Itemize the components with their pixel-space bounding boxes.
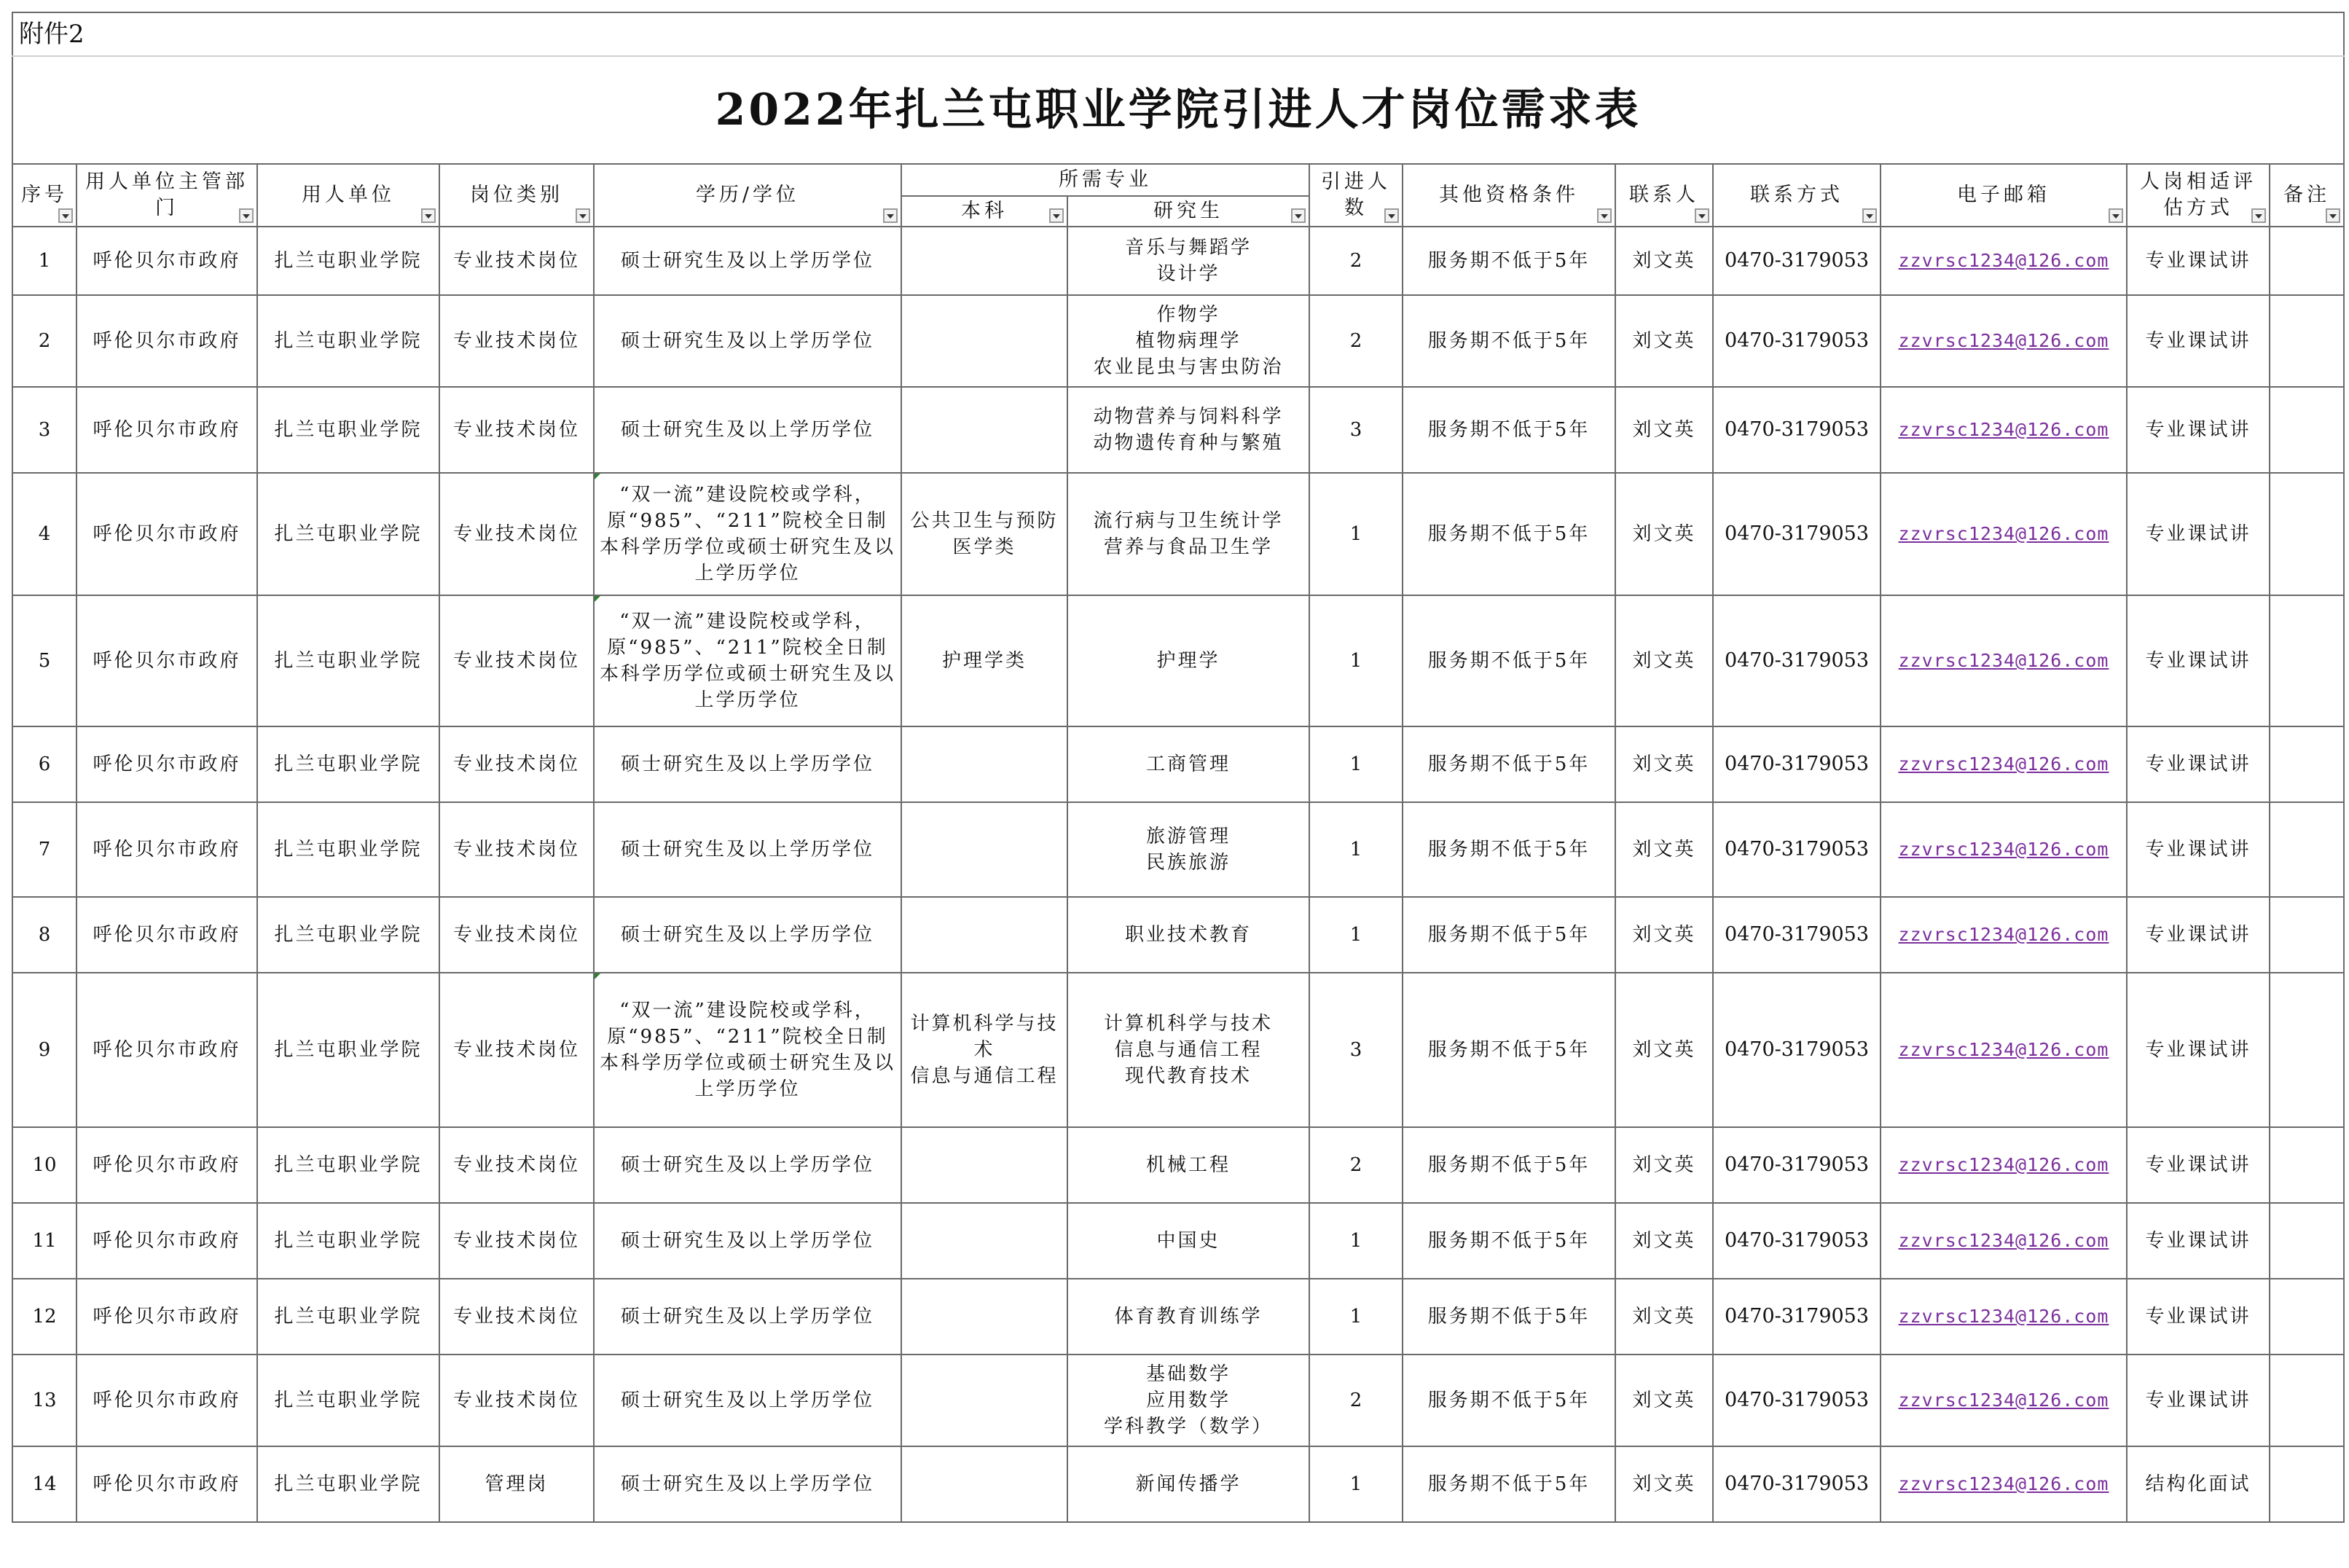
filter-dropdown-icon[interactable] <box>2251 208 2266 223</box>
header-education: 学历/学位 <box>594 164 901 227</box>
unit-cell[interactable]: 扎兰屯职业学院 <box>257 726 439 802</box>
other-cell[interactable]: 服务期不低于5年 <box>1403 1127 1615 1203</box>
education-cell[interactable]: 硕士研究生及以上学历学位 <box>594 1446 901 1522</box>
dept-cell[interactable]: 呼伦贝尔市政府 <box>77 227 257 295</box>
filter-dropdown-icon[interactable] <box>1862 208 1877 223</box>
phone-cell[interactable]: 0470-3179053 <box>1713 1127 1881 1203</box>
contact-cell[interactable]: 刘文英 <box>1615 1355 1713 1446</box>
contact-cell[interactable]: 刘文英 <box>1615 595 1713 726</box>
email-link[interactable]: zzvrsc1234@126.com <box>1898 1389 2109 1411</box>
graduate-cell[interactable]: 基础数学 应用数学 学科教学（数学） <box>1067 1355 1309 1446</box>
seq-cell[interactable]: 11 <box>12 1203 77 1279</box>
undergrad-cell[interactable] <box>901 295 1067 387</box>
page-title: 2022年扎兰屯职业学院引进人才岗位需求表 <box>12 56 2344 164</box>
count-cell[interactable]: 1 <box>1309 802 1403 897</box>
remark-cell[interactable] <box>2270 595 2344 726</box>
remark-cell[interactable] <box>2270 973 2344 1127</box>
seq-cell[interactable]: 4 <box>12 473 77 595</box>
education-cell[interactable]: 硕士研究生及以上学历学位 <box>594 295 901 387</box>
email-link[interactable]: zzvrsc1234@126.com <box>1898 330 2109 351</box>
count-cell[interactable]: 2 <box>1309 1355 1403 1446</box>
undergrad-cell[interactable] <box>901 387 1067 473</box>
remark-cell[interactable] <box>2270 295 2344 387</box>
undergrad-cell[interactable] <box>901 1127 1067 1203</box>
contact-cell[interactable]: 刘文英 <box>1615 973 1713 1127</box>
dept-cell[interactable]: 呼伦贝尔市政府 <box>77 802 257 897</box>
email-cell[interactable] <box>1881 897 2127 973</box>
assess-cell[interactable]: 专业课试讲 <box>2127 1203 2270 1279</box>
filter-dropdown-icon[interactable] <box>2326 208 2340 223</box>
header-post-type: 岗位类别 <box>439 164 594 227</box>
filter-dropdown-icon[interactable] <box>2109 208 2123 223</box>
filter-dropdown-icon[interactable] <box>421 208 436 223</box>
email-cell[interactable] <box>1881 1127 2127 1203</box>
header-contact: 联系人 <box>1615 164 1713 227</box>
email-cell[interactable] <box>1881 1446 2127 1522</box>
undergrad-cell[interactable]: 护理学类 <box>901 595 1067 726</box>
education-cell[interactable]: 硕士研究生及以上学历学位 <box>594 387 901 473</box>
phone-cell[interactable]: 0470-3179053 <box>1713 1203 1881 1279</box>
graduate-cell[interactable]: 动物营养与饲料科学 动物遗传育种与繁殖 <box>1067 387 1309 473</box>
undergrad-cell[interactable] <box>901 1355 1067 1446</box>
filter-dropdown-icon[interactable] <box>883 208 898 223</box>
contact-cell[interactable]: 刘文英 <box>1615 227 1713 295</box>
graduate-cell[interactable]: 工商管理 <box>1067 726 1309 802</box>
header-count: 引进人数 <box>1309 164 1403 227</box>
phone-cell[interactable]: 0470-3179053 <box>1713 227 1881 295</box>
dept-cell[interactable]: 呼伦贝尔市政府 <box>77 1203 257 1279</box>
unit-cell[interactable]: 扎兰屯职业学院 <box>257 897 439 973</box>
graduate-cell[interactable]: 新闻传播学 <box>1067 1446 1309 1522</box>
contact-cell[interactable]: 刘文英 <box>1615 897 1713 973</box>
filter-dropdown-icon[interactable] <box>1049 208 1064 223</box>
filter-dropdown-icon[interactable] <box>239 208 254 223</box>
email-cell[interactable] <box>1881 295 2127 387</box>
count-cell[interactable]: 1 <box>1309 595 1403 726</box>
undergrad-cell[interactable] <box>901 227 1067 295</box>
table-row <box>12 387 2344 473</box>
header-email: 电子邮箱 <box>1881 164 2127 227</box>
seq-cell[interactable]: 9 <box>12 973 77 1127</box>
other-cell[interactable]: 服务期不低于5年 <box>1403 295 1615 387</box>
graduate-cell[interactable]: 职业技术教育 <box>1067 897 1309 973</box>
phone-cell[interactable]: 0470-3179053 <box>1713 802 1881 897</box>
seq-cell[interactable]: 13 <box>12 1355 77 1446</box>
education-cell[interactable]: “双一流”建设院校或学科，原“985”、“211”院校全日制本科学历学位或硕士研究生及以上学历学位 <box>594 473 901 595</box>
table-row <box>12 595 2344 726</box>
email-link[interactable]: zzvrsc1234@126.com <box>1898 924 2109 945</box>
email-link[interactable]: zzvrsc1234@126.com <box>1898 650 2109 671</box>
phone-cell[interactable]: 0470-3179053 <box>1713 295 1881 387</box>
header-other: 其他资格条件 <box>1403 164 1615 227</box>
remark-cell[interactable] <box>2270 1203 2344 1279</box>
undergrad-cell[interactable] <box>901 726 1067 802</box>
count-cell[interactable]: 1 <box>1309 897 1403 973</box>
undergrad-cell[interactable] <box>901 897 1067 973</box>
other-cell[interactable]: 服务期不低于5年 <box>1403 1355 1615 1446</box>
undergrad-cell[interactable] <box>901 1446 1067 1522</box>
email-cell[interactable] <box>1881 1355 2127 1446</box>
contact-cell[interactable]: 刘文英 <box>1615 1279 1713 1355</box>
filter-dropdown-icon[interactable] <box>1384 208 1399 223</box>
post-type-cell[interactable]: 专业技术岗位 <box>439 1203 594 1279</box>
other-cell[interactable]: 服务期不低于5年 <box>1403 1279 1615 1355</box>
graduate-cell[interactable]: 流行病与卫生统计学 营养与食品卫生学 <box>1067 473 1309 595</box>
other-cell[interactable]: 服务期不低于5年 <box>1403 227 1615 295</box>
dept-cell[interactable]: 呼伦贝尔市政府 <box>77 1127 257 1203</box>
assess-cell[interactable]: 专业课试讲 <box>2127 973 2270 1127</box>
dept-cell[interactable]: 呼伦贝尔市政府 <box>77 1446 257 1522</box>
unit-cell[interactable]: 扎兰屯职业学院 <box>257 1355 439 1446</box>
table-row <box>12 473 2344 595</box>
post-type-cell[interactable]: 管理岗 <box>439 1446 594 1522</box>
header-assess: 人岗相适评估方式 <box>2127 164 2270 227</box>
contact-cell[interactable]: 刘文英 <box>1615 1446 1713 1522</box>
email-link[interactable]: zzvrsc1234@126.com <box>1898 1230 2109 1251</box>
table-row <box>12 802 2344 897</box>
phone-cell[interactable]: 0470-3179053 <box>1713 387 1881 473</box>
email-link[interactable]: zzvrsc1234@126.com <box>1898 523 2109 544</box>
assess-cell[interactable]: 结构化面试 <box>2127 1446 2270 1522</box>
email-cell[interactable] <box>1881 802 2127 897</box>
email-cell[interactable] <box>1881 473 2127 595</box>
unit-cell[interactable]: 扎兰屯职业学院 <box>257 1203 439 1279</box>
post-type-cell[interactable]: 专业技术岗位 <box>439 897 594 973</box>
other-cell[interactable]: 服务期不低于5年 <box>1403 387 1615 473</box>
header-dept: 用人单位主管部门 <box>77 164 257 227</box>
unit-cell[interactable]: 扎兰屯职业学院 <box>257 802 439 897</box>
seq-cell[interactable]: 1 <box>12 227 77 295</box>
education-cell[interactable]: 硕士研究生及以上学历学位 <box>594 1127 901 1203</box>
contact-cell[interactable]: 刘文英 <box>1615 387 1713 473</box>
phone-cell[interactable]: 0470-3179053 <box>1713 1355 1881 1446</box>
table-row <box>12 1279 2344 1355</box>
unit-cell[interactable]: 扎兰屯职业学院 <box>257 227 439 295</box>
assess-cell[interactable]: 专业课试讲 <box>2127 1127 2270 1203</box>
count-cell[interactable]: 1 <box>1309 1203 1403 1279</box>
post-type-cell[interactable]: 专业技术岗位 <box>439 1355 594 1446</box>
seq-cell[interactable]: 14 <box>12 1446 77 1522</box>
email-cell[interactable] <box>1881 387 2127 473</box>
undergrad-cell[interactable] <box>901 1279 1067 1355</box>
email-cell[interactable] <box>1881 726 2127 802</box>
seq-cell[interactable]: 3 <box>12 387 77 473</box>
assess-cell[interactable]: 专业课试讲 <box>2127 473 2270 595</box>
education-cell[interactable]: 硕士研究生及以上学历学位 <box>594 227 901 295</box>
assess-cell[interactable]: 专业课试讲 <box>2127 726 2270 802</box>
post-type-cell[interactable]: 专业技术岗位 <box>439 1279 594 1355</box>
phone-cell[interactable]: 0470-3179053 <box>1713 973 1881 1127</box>
graduate-cell[interactable]: 旅游管理 民族旅游 <box>1067 802 1309 897</box>
remark-cell[interactable] <box>2270 473 2344 595</box>
unit-cell[interactable]: 扎兰屯职业学院 <box>257 1279 439 1355</box>
seq-cell[interactable]: 7 <box>12 802 77 897</box>
assess-cell[interactable]: 专业课试讲 <box>2127 897 2270 973</box>
undergrad-cell[interactable]: 计算机科学与技术 信息与通信工程 <box>901 973 1067 1127</box>
phone-cell[interactable]: 0470-3179053 <box>1713 473 1881 595</box>
dept-cell[interactable]: 呼伦贝尔市政府 <box>77 897 257 973</box>
other-cell[interactable]: 服务期不低于5年 <box>1403 726 1615 802</box>
dept-cell[interactable]: 呼伦贝尔市政府 <box>77 1355 257 1446</box>
dept-cell[interactable]: 呼伦贝尔市政府 <box>77 726 257 802</box>
email-link[interactable]: zzvrsc1234@126.com <box>1898 753 2109 775</box>
contact-cell[interactable]: 刘文英 <box>1615 726 1713 802</box>
seq-cell[interactable]: 6 <box>12 726 77 802</box>
table-row <box>12 973 2344 1127</box>
email-link[interactable]: zzvrsc1234@126.com <box>1898 1039 2109 1060</box>
header-phone: 联系方式 <box>1713 164 1881 227</box>
email-link[interactable]: zzvrsc1234@126.com <box>1898 1306 2109 1327</box>
seq-cell[interactable]: 5 <box>12 595 77 726</box>
unit-cell[interactable]: 扎兰屯职业学院 <box>257 473 439 595</box>
unit-cell[interactable]: 扎兰屯职业学院 <box>257 1446 439 1522</box>
phone-cell[interactable]: 0470-3179053 <box>1713 1279 1881 1355</box>
table-row <box>12 1127 2344 1203</box>
post-type-cell[interactable]: 专业技术岗位 <box>439 227 594 295</box>
education-cell[interactable]: “双一流”建设院校或学科，原“985”、“211”院校全日制本科学历学位或硕士研究生及以上学历学位 <box>594 595 901 726</box>
unit-cell[interactable]: 扎兰屯职业学院 <box>257 295 439 387</box>
assess-cell[interactable]: 专业课试讲 <box>2127 595 2270 726</box>
other-cell[interactable]: 服务期不低于5年 <box>1403 802 1615 897</box>
header-graduate: 研究生 <box>1067 196 1309 227</box>
unit-cell[interactable]: 扎兰屯职业学院 <box>257 595 439 726</box>
unit-cell[interactable]: 扎兰屯职业学院 <box>257 973 439 1127</box>
count-cell[interactable]: 3 <box>1309 973 1403 1127</box>
education-cell[interactable]: 硕士研究生及以上学历学位 <box>594 897 901 973</box>
unit-cell[interactable]: 扎兰屯职业学院 <box>257 1127 439 1203</box>
dept-cell[interactable]: 呼伦贝尔市政府 <box>77 1279 257 1355</box>
phone-cell[interactable]: 0470-3179053 <box>1713 1446 1881 1522</box>
other-cell[interactable]: 服务期不低于5年 <box>1403 1203 1615 1279</box>
seq-cell[interactable]: 12 <box>12 1279 77 1355</box>
header-remark: 备注 <box>2270 164 2344 227</box>
graduate-cell[interactable]: 护理学 <box>1067 595 1309 726</box>
email-link[interactable]: zzvrsc1234@126.com <box>1898 1154 2109 1175</box>
unit-cell[interactable]: 扎兰屯职业学院 <box>257 387 439 473</box>
dept-cell[interactable]: 呼伦贝尔市政府 <box>77 595 257 726</box>
spreadsheet <box>12 12 2343 1523</box>
contact-cell[interactable]: 刘文英 <box>1615 1203 1713 1279</box>
header-major: 所需专业 <box>901 164 1309 196</box>
graduate-cell[interactable]: 作物学 植物病理学 农业昆虫与害虫防治 <box>1067 295 1309 387</box>
education-cell[interactable]: 硕士研究生及以上学历学位 <box>594 1203 901 1279</box>
remark-cell[interactable] <box>2270 897 2344 973</box>
count-cell[interactable]: 1 <box>1309 1279 1403 1355</box>
count-cell[interactable]: 2 <box>1309 1127 1403 1203</box>
count-cell[interactable]: 2 <box>1309 227 1403 295</box>
table-row <box>12 1203 2344 1279</box>
dept-cell[interactable]: 呼伦贝尔市政府 <box>77 387 257 473</box>
undergrad-cell[interactable] <box>901 802 1067 897</box>
other-cell[interactable]: 服务期不低于5年 <box>1403 1446 1615 1522</box>
undergrad-cell[interactable] <box>901 1203 1067 1279</box>
education-cell[interactable]: 硕士研究生及以上学历学位 <box>594 726 901 802</box>
seq-cell[interactable]: 8 <box>12 897 77 973</box>
remark-cell[interactable] <box>2270 1279 2344 1355</box>
remark-cell[interactable] <box>2270 1355 2344 1446</box>
education-cell[interactable]: 硕士研究生及以上学历学位 <box>594 1279 901 1355</box>
post-type-cell[interactable]: 专业技术岗位 <box>439 387 594 473</box>
contact-cell[interactable]: 刘文英 <box>1615 473 1713 595</box>
contact-cell[interactable]: 刘文英 <box>1615 802 1713 897</box>
count-cell[interactable]: 1 <box>1309 1446 1403 1522</box>
other-cell[interactable]: 服务期不低于5年 <box>1403 973 1615 1127</box>
email-cell[interactable] <box>1881 1279 2127 1355</box>
graduate-cell[interactable]: 音乐与舞蹈学 设计学 <box>1067 227 1309 295</box>
header-seq: 序号 <box>12 164 77 227</box>
count-cell[interactable]: 1 <box>1309 726 1403 802</box>
email-link[interactable]: zzvrsc1234@126.com <box>1898 839 2109 860</box>
other-cell[interactable]: 服务期不低于5年 <box>1403 473 1615 595</box>
email-cell[interactable] <box>1881 595 2127 726</box>
graduate-cell[interactable]: 计算机科学与技术 信息与通信工程 现代教育技术 <box>1067 973 1309 1127</box>
post-type-cell[interactable]: 专业技术岗位 <box>439 802 594 897</box>
assess-cell[interactable]: 专业课试讲 <box>2127 1279 2270 1355</box>
other-cell[interactable]: 服务期不低于5年 <box>1403 897 1615 973</box>
dept-cell[interactable]: 呼伦贝尔市政府 <box>77 295 257 387</box>
count-cell[interactable]: 3 <box>1309 387 1403 473</box>
graduate-cell[interactable]: 机械工程 <box>1067 1127 1309 1203</box>
filter-dropdown-icon[interactable] <box>58 208 73 223</box>
education-cell[interactable]: 硕士研究生及以上学历学位 <box>594 1355 901 1446</box>
assess-cell[interactable]: 专业课试讲 <box>2127 387 2270 473</box>
phone-cell[interactable]: 0470-3179053 <box>1713 595 1881 726</box>
education-cell[interactable]: 硕士研究生及以上学历学位 <box>594 802 901 897</box>
email-cell[interactable] <box>1881 1203 2127 1279</box>
table-row <box>12 1355 2344 1446</box>
email-link[interactable]: zzvrsc1234@126.com <box>1898 419 2109 440</box>
post-type-cell[interactable]: 专业技术岗位 <box>439 1127 594 1203</box>
post-type-cell[interactable]: 专业技术岗位 <box>439 973 594 1127</box>
job-requirements-table <box>12 12 2345 1523</box>
remark-cell[interactable] <box>2270 802 2344 897</box>
post-type-cell[interactable]: 专业技术岗位 <box>439 295 594 387</box>
filter-dropdown-icon[interactable] <box>1597 208 1612 223</box>
undergrad-cell[interactable]: 公共卫生与预防医学类 <box>901 473 1067 595</box>
table-row <box>12 1446 2344 1522</box>
filter-dropdown-icon[interactable] <box>1695 208 1709 223</box>
email-cell[interactable] <box>1881 227 2127 295</box>
email-link[interactable]: zzvrsc1234@126.com <box>1898 1473 2109 1494</box>
table-body <box>12 227 2344 1522</box>
contact-cell[interactable]: 刘文英 <box>1615 295 1713 387</box>
other-cell[interactable]: 服务期不低于5年 <box>1403 595 1615 726</box>
education-cell[interactable]: “双一流”建设院校或学科，原“985”、“211”院校全日制本科学历学位或硕士研究生及以上学历学位 <box>594 973 901 1127</box>
filter-dropdown-icon[interactable] <box>1291 208 1306 223</box>
seq-cell[interactable]: 2 <box>12 295 77 387</box>
remark-cell[interactable] <box>2270 1446 2344 1522</box>
table-row <box>12 295 2344 387</box>
contact-cell[interactable]: 刘文英 <box>1615 1127 1713 1203</box>
phone-cell[interactable]: 0470-3179053 <box>1713 726 1881 802</box>
remark-cell[interactable] <box>2270 227 2344 295</box>
graduate-cell[interactable]: 中国史 <box>1067 1203 1309 1279</box>
post-type-cell[interactable]: 专业技术岗位 <box>439 473 594 595</box>
remark-cell[interactable] <box>2270 387 2344 473</box>
assess-cell[interactable]: 专业课试讲 <box>2127 802 2270 897</box>
post-type-cell[interactable]: 专业技术岗位 <box>439 726 594 802</box>
table-row <box>12 227 2344 295</box>
dept-cell[interactable]: 呼伦贝尔市政府 <box>77 473 257 595</box>
annex-label: 附件2 <box>12 12 2344 56</box>
table-row <box>12 726 2344 802</box>
remark-cell[interactable] <box>2270 1127 2344 1203</box>
assess-cell[interactable]: 专业课试讲 <box>2127 227 2270 295</box>
dept-cell[interactable]: 呼伦贝尔市政府 <box>77 973 257 1127</box>
email-link[interactable]: zzvrsc1234@126.com <box>1898 250 2109 271</box>
header-unit: 用人单位 <box>257 164 439 227</box>
assess-cell[interactable]: 专业课试讲 <box>2127 1355 2270 1446</box>
header-undergrad: 本科 <box>901 196 1067 227</box>
count-cell[interactable]: 1 <box>1309 473 1403 595</box>
seq-cell[interactable]: 10 <box>12 1127 77 1203</box>
post-type-cell[interactable]: 专业技术岗位 <box>439 595 594 726</box>
phone-cell[interactable]: 0470-3179053 <box>1713 897 1881 973</box>
assess-cell[interactable]: 专业课试讲 <box>2127 295 2270 387</box>
graduate-cell[interactable]: 体育教育训练学 <box>1067 1279 1309 1355</box>
filter-dropdown-icon[interactable] <box>576 208 590 223</box>
remark-cell[interactable] <box>2270 726 2344 802</box>
email-cell[interactable] <box>1881 973 2127 1127</box>
count-cell[interactable]: 2 <box>1309 295 1403 387</box>
table-row <box>12 897 2344 973</box>
